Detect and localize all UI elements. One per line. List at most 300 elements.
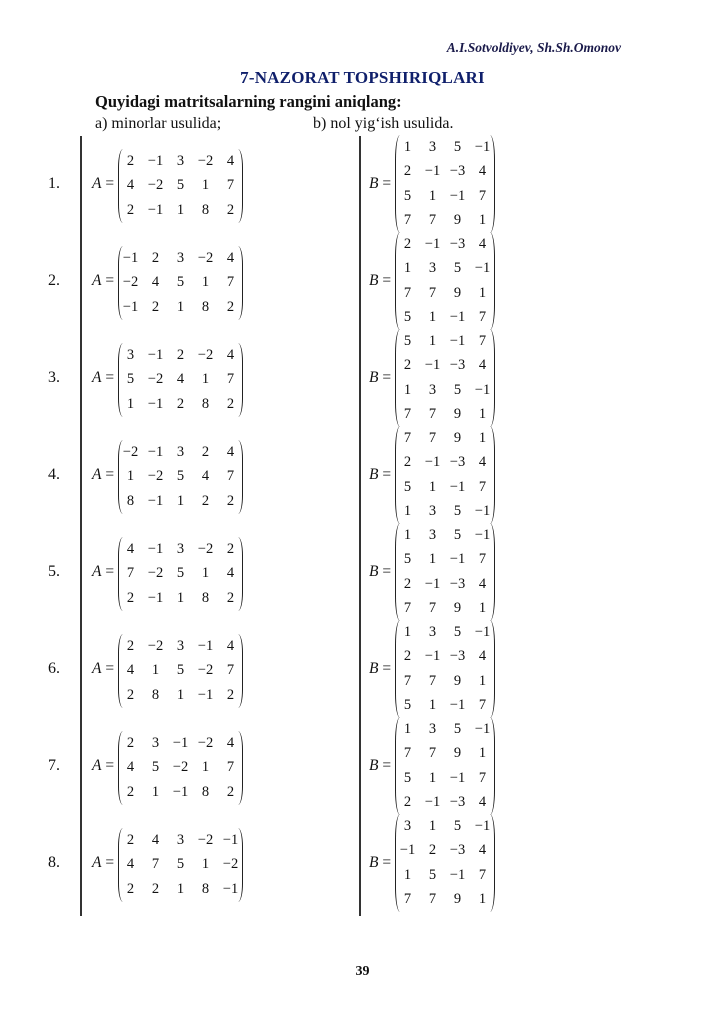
matrix-cell: −1: [474, 526, 491, 543]
matrix-cell: −1: [122, 298, 139, 315]
matrix-cell: 1: [176, 201, 185, 218]
matrix-cell: −1: [172, 783, 189, 800]
matrix-cell: 3: [176, 540, 185, 557]
matrix-row: [395, 209, 495, 234]
matrix-cell: 5: [453, 526, 462, 543]
matrix-cell: 5: [453, 381, 462, 398]
matrix-a: [118, 440, 243, 514]
matrix-row: [118, 246, 243, 271]
matrix-row: [395, 888, 495, 913]
matrix-cell: 4: [478, 842, 487, 859]
equals-sign: =: [378, 563, 392, 580]
matrix-cell: 5: [176, 177, 185, 194]
matrix-a: [118, 634, 243, 708]
matrix-cell: −2: [197, 831, 214, 848]
matrix-b-variable: B: [369, 563, 379, 580]
matrix-row: [395, 597, 495, 622]
matrix-cell: −1: [449, 332, 466, 349]
matrix-cell: −3: [449, 163, 466, 180]
matrix-cell: 7: [478, 769, 487, 786]
matrix-cell: 7: [428, 429, 437, 446]
matrix-b-label: [369, 369, 391, 387]
matrix-row: [118, 440, 243, 465]
matrix-cell: −1: [449, 866, 466, 883]
matrix-cell: 8: [126, 492, 135, 509]
matrix-cell: −2: [197, 152, 214, 169]
matrix-cell: 2: [226, 201, 235, 218]
equals-sign: =: [378, 854, 392, 871]
matrix-cell: 1: [201, 856, 210, 873]
matrix-cell: 4: [126, 177, 135, 194]
matrix-a: [118, 246, 243, 320]
matrix-cell: −2: [222, 856, 239, 873]
matrix-cell: −3: [449, 648, 466, 665]
matrix-cell: 7: [428, 745, 437, 762]
matrix-cell: 5: [126, 371, 135, 388]
matrix-row: [395, 232, 495, 257]
method-a-label: a) minorlar usulida;: [95, 115, 222, 132]
matrix-cell: 7: [478, 866, 487, 883]
matrix-cell: 1: [428, 332, 437, 349]
problem-row: [0, 623, 725, 719]
matrix-b-label: [369, 563, 391, 581]
matrix-cell: 9: [453, 672, 462, 689]
matrix-cell: −2: [197, 346, 214, 363]
matrix-cell: 1: [403, 866, 412, 883]
matrix-cell: 1: [428, 309, 437, 326]
matrix-row: [395, 451, 495, 476]
matrix-a: [118, 828, 243, 902]
matrix-cell: 4: [226, 565, 235, 582]
matrix-cell: 7: [428, 212, 437, 229]
problem-number: 4.: [48, 466, 60, 483]
matrix-cell: 7: [478, 551, 487, 568]
matrix-row: [395, 645, 495, 670]
matrix-cell: 1: [478, 212, 487, 229]
matrix-cell: 4: [226, 637, 235, 654]
matrix-cell: 4: [478, 575, 487, 592]
matrix-row: [395, 500, 495, 525]
matrix-cell: 4: [478, 454, 487, 471]
matrix-cell: 9: [453, 891, 462, 908]
matrix-cell: −3: [449, 454, 466, 471]
matrix-row: [395, 742, 495, 767]
matrix-cell: −1: [424, 575, 441, 592]
matrix-cell: 7: [478, 478, 487, 495]
matrix-cell: −2: [172, 759, 189, 776]
matrix-cell: 7: [428, 891, 437, 908]
matrix-cell: 5: [403, 769, 412, 786]
matrix-cell: 1: [176, 492, 185, 509]
problem-row: [0, 720, 725, 816]
matrix-cell: 2: [226, 298, 235, 315]
matrix-cell: 5: [453, 260, 462, 277]
matrix-cell: 7: [403, 672, 412, 689]
matrix-cell: 3: [176, 249, 185, 266]
matrix-b: [395, 426, 495, 524]
matrix-cell: 8: [201, 395, 210, 412]
matrix-row: [118, 659, 243, 684]
matrix-cell: −1: [449, 478, 466, 495]
matrix-cell: 4: [478, 794, 487, 811]
matrix-cell: −1: [449, 309, 466, 326]
matrix-cell: 7: [478, 697, 487, 714]
matrix-row: [395, 814, 495, 839]
matrix-cell: 5: [453, 503, 462, 520]
matrix-cell: 3: [428, 381, 437, 398]
matrix-cell: 3: [428, 623, 437, 640]
matrix-row: [118, 343, 243, 368]
matrix-b: [395, 135, 495, 233]
matrix-row: [395, 378, 495, 403]
matrix-cell: 9: [453, 212, 462, 229]
matrix-cell: 7: [403, 429, 412, 446]
matrix-cell: 5: [428, 866, 437, 883]
matrix-cell: 1: [201, 274, 210, 291]
matrix-cell: 3: [428, 526, 437, 543]
matrix-cell: 4: [176, 371, 185, 388]
matrix-cell: 7: [478, 187, 487, 204]
matrix-cell: 5: [176, 856, 185, 873]
matrix-a-variable: A: [92, 854, 102, 871]
matrix-cell: −2: [147, 565, 164, 582]
matrix-row: [395, 620, 495, 645]
matrix-b-variable: B: [369, 660, 379, 677]
matrix-cell: 2: [403, 648, 412, 665]
matrix-cell: −2: [147, 468, 164, 485]
matrix-row: [118, 756, 243, 781]
matrix-cell: 2: [226, 783, 235, 800]
matrix-cell: 2: [403, 454, 412, 471]
matrix-b: [395, 329, 495, 427]
equals-sign: =: [378, 369, 392, 386]
matrix-cell: −1: [424, 357, 441, 374]
matrix-cell: 2: [403, 163, 412, 180]
matrix-b: [395, 717, 495, 815]
matrix-cell: 2: [151, 249, 160, 266]
header-author: A.I.Sotvoldiyev, Sh.Sh.Omonov: [446, 40, 621, 55]
matrix-cell: 4: [226, 734, 235, 751]
matrix-cell: 2: [126, 201, 135, 218]
matrix-cell: 1: [478, 284, 487, 301]
matrix-cell: 1: [478, 429, 487, 446]
matrix-cell: 1: [478, 672, 487, 689]
matrix-row: [395, 717, 495, 742]
matrix-a-variable: A: [92, 272, 102, 289]
matrix-cell: 9: [453, 406, 462, 423]
matrix-cell: 2: [403, 575, 412, 592]
matrix-cell: 1: [176, 880, 185, 897]
matrix-b-label: [369, 660, 391, 678]
equals-sign: =: [101, 369, 115, 386]
matrix-cell: −1: [474, 381, 491, 398]
matrix-row: [118, 489, 243, 514]
matrix-cell: 3: [428, 720, 437, 737]
matrix-row: [118, 392, 243, 417]
matrix-row: [118, 149, 243, 174]
matrix-cell: 7: [226, 662, 235, 679]
equals-sign: =: [378, 466, 392, 483]
matrix-row: [118, 828, 243, 853]
matrix-cell: −1: [147, 589, 164, 606]
matrix-cell: 1: [201, 565, 210, 582]
page-number: 39: [355, 964, 370, 979]
matrix-cell: −3: [449, 235, 466, 252]
matrix-cell: 1: [428, 187, 437, 204]
matrix-cell: 7: [478, 309, 487, 326]
matrix-cell: 7: [403, 406, 412, 423]
page-title: 7-NAZORAT TOPSHIRIQLARI: [240, 68, 485, 87]
matrix-row: [395, 791, 495, 816]
matrix-a-variable: A: [92, 369, 102, 386]
matrix-cell: −3: [449, 842, 466, 859]
matrix-cell: 7: [226, 177, 235, 194]
matrix-cell: 3: [428, 260, 437, 277]
matrix-cell: 4: [226, 443, 235, 460]
matrix-cell: −1: [424, 454, 441, 471]
matrix-cell: 4: [126, 856, 135, 873]
matrix-cell: 1: [403, 260, 412, 277]
matrix-cell: 1: [176, 589, 185, 606]
matrix-row: [395, 694, 495, 719]
matrix-b: [395, 814, 495, 912]
matrix-a: [118, 149, 243, 223]
matrix-cell: −2: [147, 637, 164, 654]
matrix-cell: 2: [403, 235, 412, 252]
matrix-row: [395, 766, 495, 791]
matrix-cell: 1: [201, 759, 210, 776]
matrix-b-variable: B: [369, 757, 379, 774]
matrix-a-label: [92, 175, 114, 193]
matrix-a-label: [92, 660, 114, 678]
matrix-b-variable: B: [369, 466, 379, 483]
matrix-cell: 9: [453, 284, 462, 301]
matrix-cell: 7: [403, 212, 412, 229]
matrix-cell: 3: [126, 346, 135, 363]
matrix-cell: 3: [176, 152, 185, 169]
matrix-cell: 4: [478, 357, 487, 374]
matrix-cell: 1: [176, 686, 185, 703]
problem-row: [0, 817, 725, 913]
matrix-cell: 9: [453, 745, 462, 762]
matrix-row: [118, 537, 243, 562]
problem-row: [0, 526, 725, 622]
matrix-cell: 3: [151, 734, 160, 751]
matrix-b: [395, 523, 495, 621]
matrix-cell: 1: [403, 381, 412, 398]
matrix-b: [395, 620, 495, 718]
matrix-cell: 2: [151, 880, 160, 897]
matrix-row: [395, 135, 495, 160]
matrix-row: [395, 184, 495, 209]
matrix-cell: 1: [403, 138, 412, 155]
matrix-row: [118, 562, 243, 587]
matrix-cell: 5: [151, 759, 160, 776]
matrix-cell: 2: [403, 794, 412, 811]
matrix-a-label: [92, 369, 114, 387]
matrix-cell: 1: [151, 662, 160, 679]
problem-row: [0, 332, 725, 428]
matrix-b-label: [369, 175, 391, 193]
matrix-cell: 3: [428, 138, 437, 155]
matrix-cell: 7: [428, 600, 437, 617]
matrix-cell: 8: [201, 783, 210, 800]
equals-sign: =: [378, 272, 392, 289]
matrix-row: [118, 198, 243, 223]
matrix-cell: 5: [403, 551, 412, 568]
matrix-b-label: [369, 272, 391, 290]
matrix-cell: −1: [449, 769, 466, 786]
matrix-row: [118, 271, 243, 296]
matrix-cell: −3: [449, 794, 466, 811]
matrix-cell: 2: [403, 357, 412, 374]
equals-sign: =: [378, 175, 392, 192]
matrix-cell: 2: [126, 589, 135, 606]
matrix-a-label: [92, 563, 114, 581]
matrix-cell: 2: [126, 783, 135, 800]
matrix-row: [395, 257, 495, 282]
matrix-row: [118, 853, 243, 878]
problem-number: 6.: [48, 660, 60, 677]
matrix-cell: −2: [197, 734, 214, 751]
matrix-cell: 1: [478, 600, 487, 617]
matrix-cell: 2: [201, 443, 210, 460]
matrix-row: [395, 281, 495, 306]
matrix-cell: 2: [126, 880, 135, 897]
matrix-cell: 8: [201, 880, 210, 897]
matrix-cell: 2: [126, 152, 135, 169]
matrix-row: [395, 669, 495, 694]
matrix-b-label: [369, 757, 391, 775]
matrix-cell: 7: [226, 468, 235, 485]
matrix-cell: 3: [403, 817, 412, 834]
problem-number: 5.: [48, 563, 60, 580]
matrix-cell: 1: [478, 406, 487, 423]
matrix-cell: 3: [176, 831, 185, 848]
matrix-row: [395, 839, 495, 864]
matrix-cell: 4: [126, 759, 135, 776]
matrix-cell: −2: [197, 662, 214, 679]
matrix-cell: 8: [201, 298, 210, 315]
matrix-cell: −1: [424, 235, 441, 252]
matrix-cell: 7: [428, 284, 437, 301]
matrix-a-variable: A: [92, 660, 102, 677]
equals-sign: =: [378, 660, 392, 677]
matrix-cell: 5: [403, 478, 412, 495]
matrix-cell: 2: [126, 637, 135, 654]
matrix-cell: 2: [126, 686, 135, 703]
matrix-cell: 3: [176, 637, 185, 654]
matrix-cell: 1: [403, 623, 412, 640]
matrix-cell: 9: [453, 600, 462, 617]
matrix-cell: −1: [172, 734, 189, 751]
matrix-cell: 2: [226, 589, 235, 606]
matrix-row: [118, 683, 243, 708]
matrix-cell: 7: [403, 745, 412, 762]
matrix-cell: 8: [201, 589, 210, 606]
matrix-cell: 1: [478, 745, 487, 762]
matrix-cell: −1: [147, 201, 164, 218]
problem-number: 1.: [48, 175, 60, 192]
matrix-cell: 4: [478, 235, 487, 252]
matrix-cell: 5: [403, 332, 412, 349]
matrix-cell: −1: [147, 346, 164, 363]
matrix-b-variable: B: [369, 272, 379, 289]
matrix-cell: −1: [474, 623, 491, 640]
matrix-row: [118, 174, 243, 199]
matrix-row: [395, 403, 495, 428]
matrix-cell: 2: [428, 842, 437, 859]
matrix-cell: 2: [126, 831, 135, 848]
matrix-cell: 5: [176, 565, 185, 582]
matrix-row: [118, 586, 243, 611]
matrix-cell: −2: [147, 371, 164, 388]
matrix-cell: 7: [226, 274, 235, 291]
matrix-cell: 7: [403, 284, 412, 301]
matrix-row: [395, 523, 495, 548]
matrix-cell: 8: [151, 686, 160, 703]
matrix-cell: 1: [201, 177, 210, 194]
matrix-cell: −1: [474, 720, 491, 737]
matrix-cell: 4: [151, 831, 160, 848]
matrix-cell: 5: [453, 138, 462, 155]
matrix-cell: 5: [403, 187, 412, 204]
matrix-b: [395, 232, 495, 330]
matrix-cell: 4: [226, 346, 235, 363]
matrix-cell: −1: [197, 637, 214, 654]
matrix-cell: 5: [453, 623, 462, 640]
matrix-b-variable: B: [369, 854, 379, 871]
matrix-cell: 7: [403, 891, 412, 908]
matrix-row: [395, 329, 495, 354]
problem-row: [0, 138, 725, 234]
matrix-cell: −1: [474, 503, 491, 520]
matrix-cell: −1: [147, 443, 164, 460]
matrix-cell: 8: [201, 201, 210, 218]
matrix-cell: 1: [403, 720, 412, 737]
matrix-cell: 4: [126, 662, 135, 679]
matrix-a-label: [92, 272, 114, 290]
matrix-row: [118, 780, 243, 805]
matrix-cell: 1: [403, 503, 412, 520]
matrix-cell: 4: [201, 468, 210, 485]
matrix-cell: 4: [478, 648, 487, 665]
matrix-cell: 2: [151, 298, 160, 315]
matrix-cell: 2: [226, 395, 235, 412]
matrix-a-variable: A: [92, 757, 102, 774]
matrix-a: [118, 731, 243, 805]
matrix-cell: 4: [478, 163, 487, 180]
matrix-row: [395, 306, 495, 331]
matrix-cell: 2: [126, 734, 135, 751]
matrix-cell: 7: [403, 600, 412, 617]
task-instruction: Quyidagi matritsalarning rangini aniqlang:: [95, 92, 402, 111]
matrix-row: [118, 877, 243, 902]
matrix-cell: 3: [428, 503, 437, 520]
matrix-row: [395, 354, 495, 379]
matrix-a-variable: A: [92, 175, 102, 192]
matrix-cell: −1: [474, 817, 491, 834]
matrix-row: [118, 368, 243, 393]
matrix-cell: 2: [201, 492, 210, 509]
matrix-cell: 4: [126, 540, 135, 557]
matrix-row: [395, 160, 495, 185]
problem-row: [0, 429, 725, 525]
matrix-cell: 1: [428, 697, 437, 714]
problem-row: [0, 235, 725, 331]
matrix-cell: 2: [226, 686, 235, 703]
matrix-cell: 7: [428, 406, 437, 423]
